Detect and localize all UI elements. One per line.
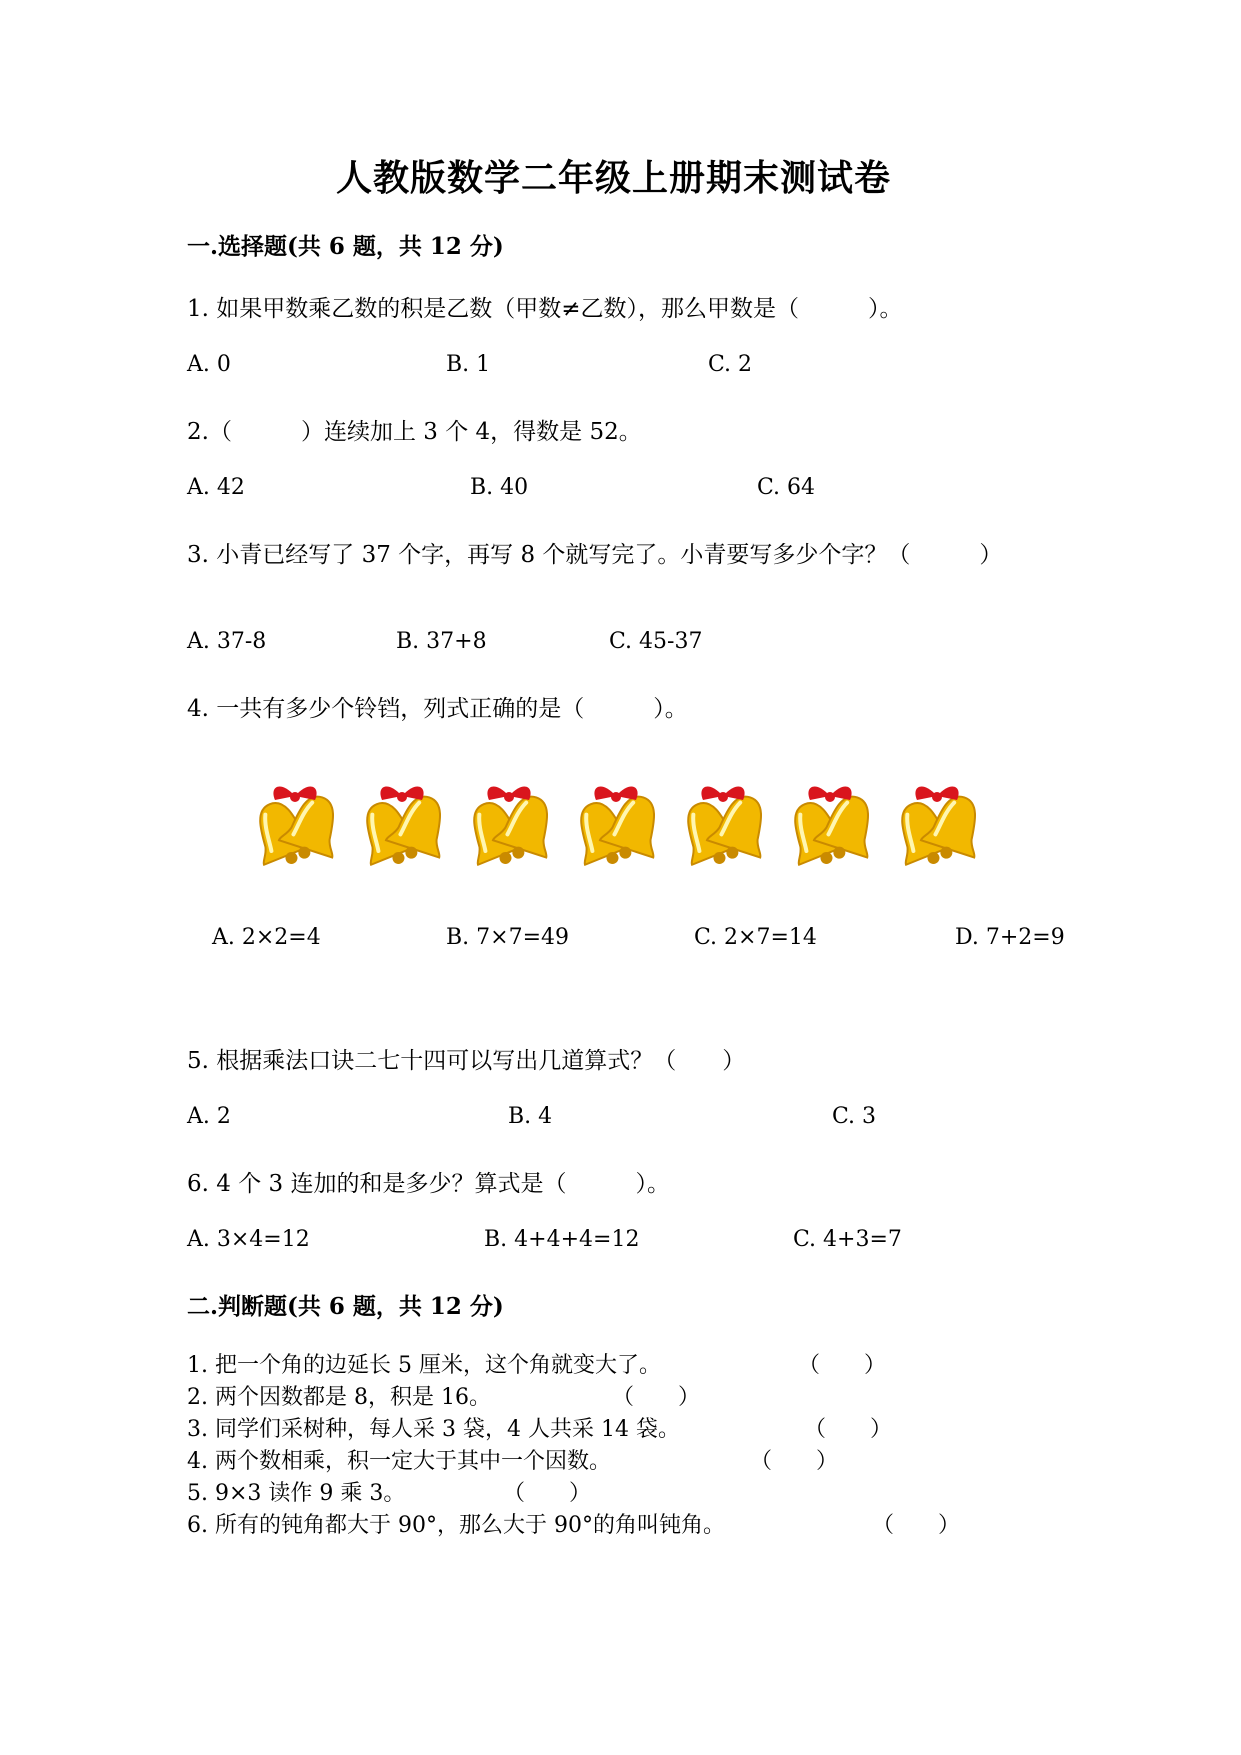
q2-option-a: A. 42 — [187, 475, 245, 500]
q5-option-a: A. 2 — [187, 1104, 231, 1129]
bell-pair-icon — [779, 786, 884, 874]
question-4: 4. 一共有多少个铃铛，列式正确的是（ ）。 — [187, 696, 688, 722]
bell-pair-icon — [886, 786, 991, 874]
q3-option-a: A. 37-8 — [187, 629, 267, 654]
q4-option-c: C. 2×7=14 — [694, 925, 817, 950]
q4-option-b: B. 7×7=49 — [446, 925, 570, 950]
tf-item-5: 5. 9×3 读作 9 乘 3。 — [187, 1481, 406, 1506]
tf-item-6-blank: （ ） — [872, 1513, 961, 1538]
q3-option-b: B. 37+8 — [396, 629, 487, 654]
tf-item-3: 3. 同学们采树种，每人采 3 袋，4 人共采 14 袋。 — [187, 1417, 680, 1442]
page-title: 人教版数学二年级上册期末测试卷 — [336, 157, 892, 199]
bell-pair-icon — [351, 786, 456, 874]
tf-item-2: 2. 两个因数都是 8，积是 16。 — [187, 1385, 491, 1410]
q5-option-b: B. 4 — [508, 1104, 553, 1129]
section-heading-judgment: 二.判断题(共 6 题，共 12 分) — [187, 1293, 504, 1320]
bell-pair-icon — [250, 786, 349, 874]
tf-item-3-blank: （ ） — [804, 1417, 893, 1442]
q6-option-c: C. 4+3=7 — [793, 1227, 902, 1252]
q3-option-c: C. 45-37 — [609, 629, 703, 654]
tf-item-5-blank: （ ） — [503, 1481, 592, 1506]
q5-option-c: C. 3 — [832, 1104, 877, 1129]
section-heading-choice: 一.选择题(共 6 题，共 12 分) — [187, 233, 504, 260]
tf-item-1: 1. 把一个角的边延长 5 厘米，这个角就变大了。 — [187, 1353, 661, 1378]
bells-svg — [250, 776, 1010, 876]
q6-option-a: A. 3×4=12 — [187, 1227, 310, 1252]
q1-option-a: A. 0 — [187, 352, 231, 377]
question-1: 1. 如果甲数乘乙数的积是乙数（甲数≠乙数），那么甲数是（ ）。 — [187, 296, 903, 322]
q1-option-c: C. 2 — [708, 352, 753, 377]
tf-item-4-blank: （ ） — [750, 1449, 839, 1474]
tf-item-2-blank: （ ） — [612, 1385, 701, 1410]
bell-pair-icon — [672, 786, 777, 874]
tf-item-4: 4. 两个数相乘，积一定大于其中一个因数。 — [187, 1449, 611, 1474]
bell-pair-icon — [458, 786, 563, 874]
question-3: 3. 小青已经写了 37 个字，再写 8 个就写完了。小青要写多少个字？（ ） — [187, 542, 1003, 568]
question-5: 5. 根据乘法口诀二七十四可以写出几道算式？（ ） — [187, 1048, 746, 1074]
tf-item-1-blank: （ ） — [798, 1353, 887, 1378]
q4-option-d: D. 7+2=9 — [955, 925, 1065, 950]
tf-item-6: 6. 所有的钝角都大于 90°，那么大于 90°的角叫钝角。 — [187, 1513, 725, 1538]
q4-option-a: A. 2×2=4 — [212, 925, 321, 950]
question-6: 6. 4 个 3 连加的和是多少？算式是（ ）。 — [187, 1171, 670, 1197]
bell-pair-icon — [565, 786, 670, 874]
bells-illustration — [250, 776, 1010, 876]
question-2: 2.（ ）连续加上 3 个 4，得数是 52。 — [187, 419, 642, 445]
q2-option-c: C. 64 — [757, 475, 816, 500]
q6-option-b: B. 4+4+4=12 — [484, 1227, 640, 1252]
q1-option-b: B. 1 — [446, 352, 491, 377]
q2-option-b: B. 40 — [470, 475, 529, 500]
